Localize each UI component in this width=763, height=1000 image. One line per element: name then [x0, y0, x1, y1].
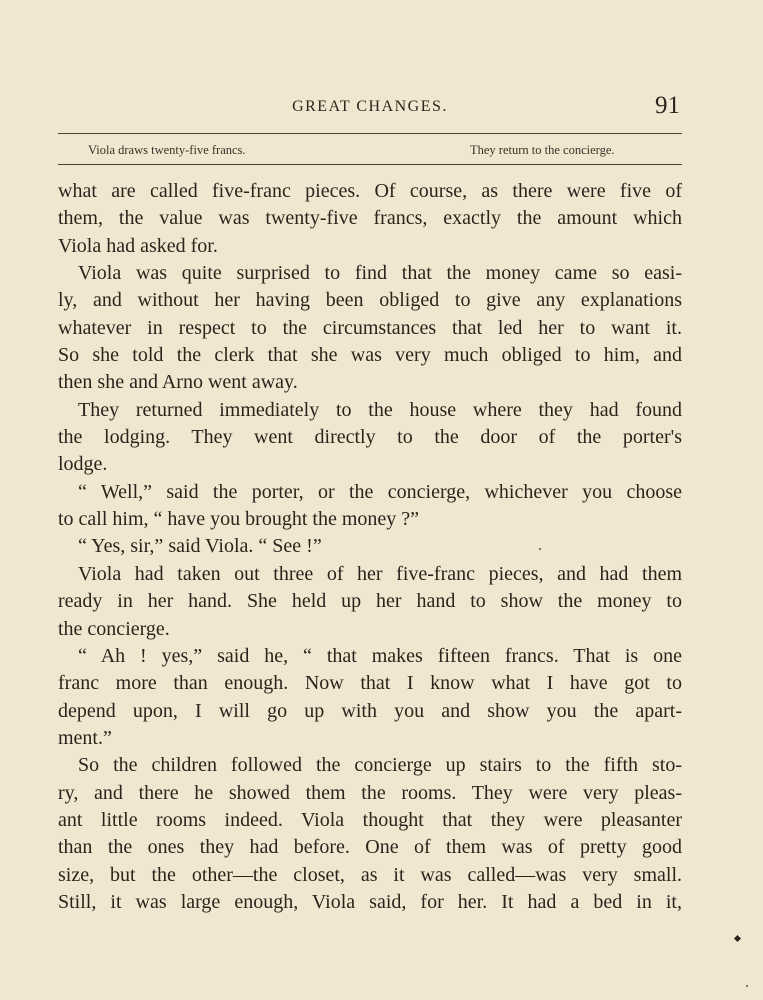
page-number: 91: [655, 92, 680, 119]
text-line: the lodging. They went directly to the door of the porter's: [58, 426, 682, 449]
text-line: lodge.: [58, 453, 108, 476]
text-line: Viola had taken out three of her five-franc pieces, and had them: [78, 562, 682, 585]
text-line: size, but the other—the closet, as it was called—was very small.: [58, 863, 682, 886]
text-line: ment.”: [58, 726, 112, 749]
text-line: to call him, “ have you brought the money ?”: [58, 508, 420, 531]
text-line: Viola was quite surprised to find that the money came so easi-: [78, 262, 682, 285]
text-line: them, the value was twenty-five francs, exactly the amount which: [58, 207, 682, 230]
header-rule-top: [58, 133, 682, 134]
ink-speck: [746, 985, 748, 987]
text-line: “ Yes, sir,” said Viola. “ See !”: [78, 535, 322, 558]
body-text: [58, 178, 682, 916]
ink-speck: [539, 548, 541, 550]
text-line: depend upon, I will go up with you and show you the apart-: [58, 699, 682, 722]
text-line: ant little rooms indeed. Viola thought that they were pleasanter: [58, 808, 682, 831]
text-line: whatever in respect to the circumstances that led her to want it.: [58, 316, 682, 339]
side-note-right: They return to the concierge.: [470, 143, 615, 157]
text-line: ready in her hand. She held up her hand to show the money to: [58, 590, 682, 613]
header-rule-bottom: [58, 164, 682, 165]
text-line: Still, it was large enough, Viola said, for her. It had a bed in it,: [58, 890, 682, 913]
text-line: So the children followed the concierge up stairs to the fifth sto-: [78, 754, 682, 777]
text-line: “ Well,” said the porter, or the concierge, whichever you choose: [78, 480, 682, 503]
text-line: Viola had asked for.: [58, 234, 218, 257]
text-line: They returned immediately to the house where they had found: [78, 398, 682, 421]
text-line: “ Ah ! yes,” said he, “ that makes fifteen francs. That is one: [78, 644, 682, 667]
text-line: ly, and without her having been obliged to give any explanations: [58, 289, 682, 312]
running-title: GREAT CHANGES.: [292, 98, 448, 115]
ink-mark: [734, 935, 741, 942]
side-note-left: Viola draws twenty-five francs.: [88, 143, 246, 157]
text-line: the concierge.: [58, 617, 170, 640]
text-line: what are called five-franc pieces. Of course, as there were five of: [58, 180, 682, 202]
text-line: So she told the clerk that she was very much obliged to him, and: [58, 344, 682, 367]
text-line: franc more than enough. Now that I know what I have got to: [58, 672, 682, 695]
running-head: [58, 92, 682, 126]
text-line: ry, and there he showed them the rooms. They were very pleas-: [58, 781, 682, 804]
text-line: than the ones they had before. One of them was of pretty good: [58, 836, 682, 859]
text-line: then she and Arno went away.: [58, 371, 298, 394]
